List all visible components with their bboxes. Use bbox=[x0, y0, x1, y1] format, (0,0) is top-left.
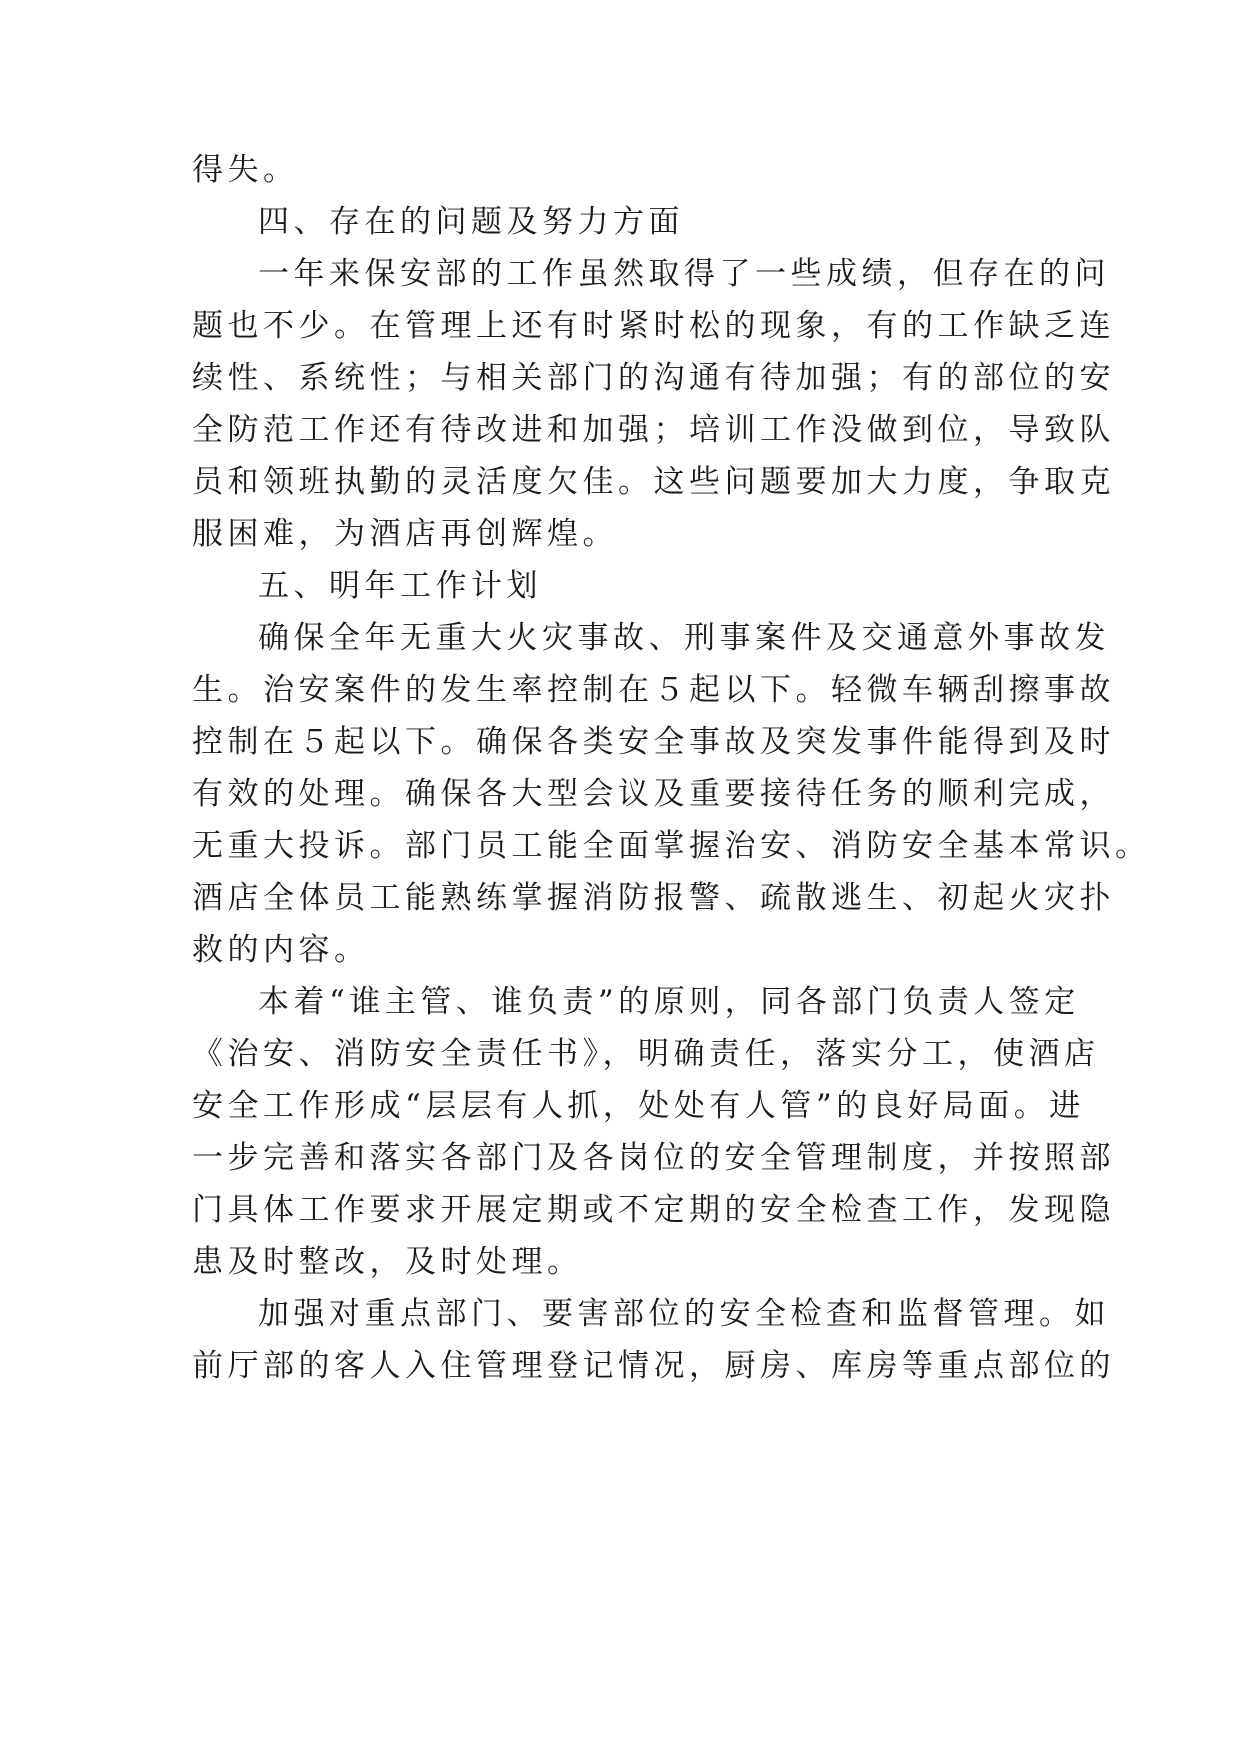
paragraph-line: 确保全年无重大火灾事故、刑事案件及交通意外事故发 bbox=[258, 620, 1110, 656]
paragraph-line: 得失。 bbox=[192, 152, 299, 188]
paragraph-line: 服困难，为酒店再创辉煌。 bbox=[192, 516, 618, 552]
paragraph-line: 酒店全体员工能熟练掌握消防报警、疏散逃生、初起火灾扑 bbox=[192, 880, 1115, 916]
section-heading: 五、明年工作计划 bbox=[258, 568, 542, 604]
paragraph-line: 一步完善和落实各部门及各岗位的安全管理制度，并按照部 bbox=[192, 1140, 1115, 1176]
paragraph-line: 患及时整改，及时处理。 bbox=[192, 1244, 583, 1280]
paragraph-line: 生。治安案件的发生率控制在５起以下。轻微车辆刮擦事故 bbox=[192, 672, 1115, 708]
paragraph-line: 无重大投诉。部门员工能全面掌握治安、消防安全基本常识。 bbox=[192, 828, 1151, 864]
paragraph-line: 控制在５起以下。确保各类安全事故及突发事件能得到及时 bbox=[192, 724, 1115, 760]
paragraph-line: 一年来保安部的工作虽然取得了一些成绩，但存在的问 bbox=[258, 256, 1110, 292]
paragraph-line: 全防范工作还有待改进和加强；培训工作没做到位，导致队 bbox=[192, 412, 1115, 448]
paragraph-line: 本着“谁主管、谁负责”的原则，同各部门负责人签定 bbox=[258, 984, 1080, 1020]
paragraph-line: 加强对重点部门、要害部位的安全检查和监督管理。如 bbox=[258, 1296, 1110, 1332]
paragraph-line: 门具体工作要求开展定期或不定期的安全检查工作，发现隐 bbox=[192, 1192, 1115, 1228]
paragraph-line: 《治安、消防安全责任书》，明确责任，落实分工，使酒店 bbox=[192, 1036, 1100, 1072]
paragraph-line: 安全工作形成“层层有人抓，处处有人管”的良好局面。进 bbox=[192, 1088, 1085, 1124]
paragraph-line: 题也不少。在管理上还有时紧时松的现象，有的工作缺乏连 bbox=[192, 308, 1115, 344]
paragraph-line: 有效的处理。确保各大型会议及重要接待任务的顺利完成， bbox=[192, 776, 1115, 812]
paragraph-line: 前厅部的客人入住管理登记情况，厨房、库房等重点部位的 bbox=[192, 1348, 1115, 1384]
paragraph-line: 救的内容。 bbox=[192, 932, 370, 968]
paragraph-line: 续性、系统性；与相关部门的沟通有待加强；有的部位的安 bbox=[192, 360, 1115, 396]
section-heading: 四、存在的问题及努力方面 bbox=[258, 204, 684, 240]
paragraph-line: 员和领班执勤的灵活度欠佳。这些问题要加大力度，争取克 bbox=[192, 464, 1115, 500]
